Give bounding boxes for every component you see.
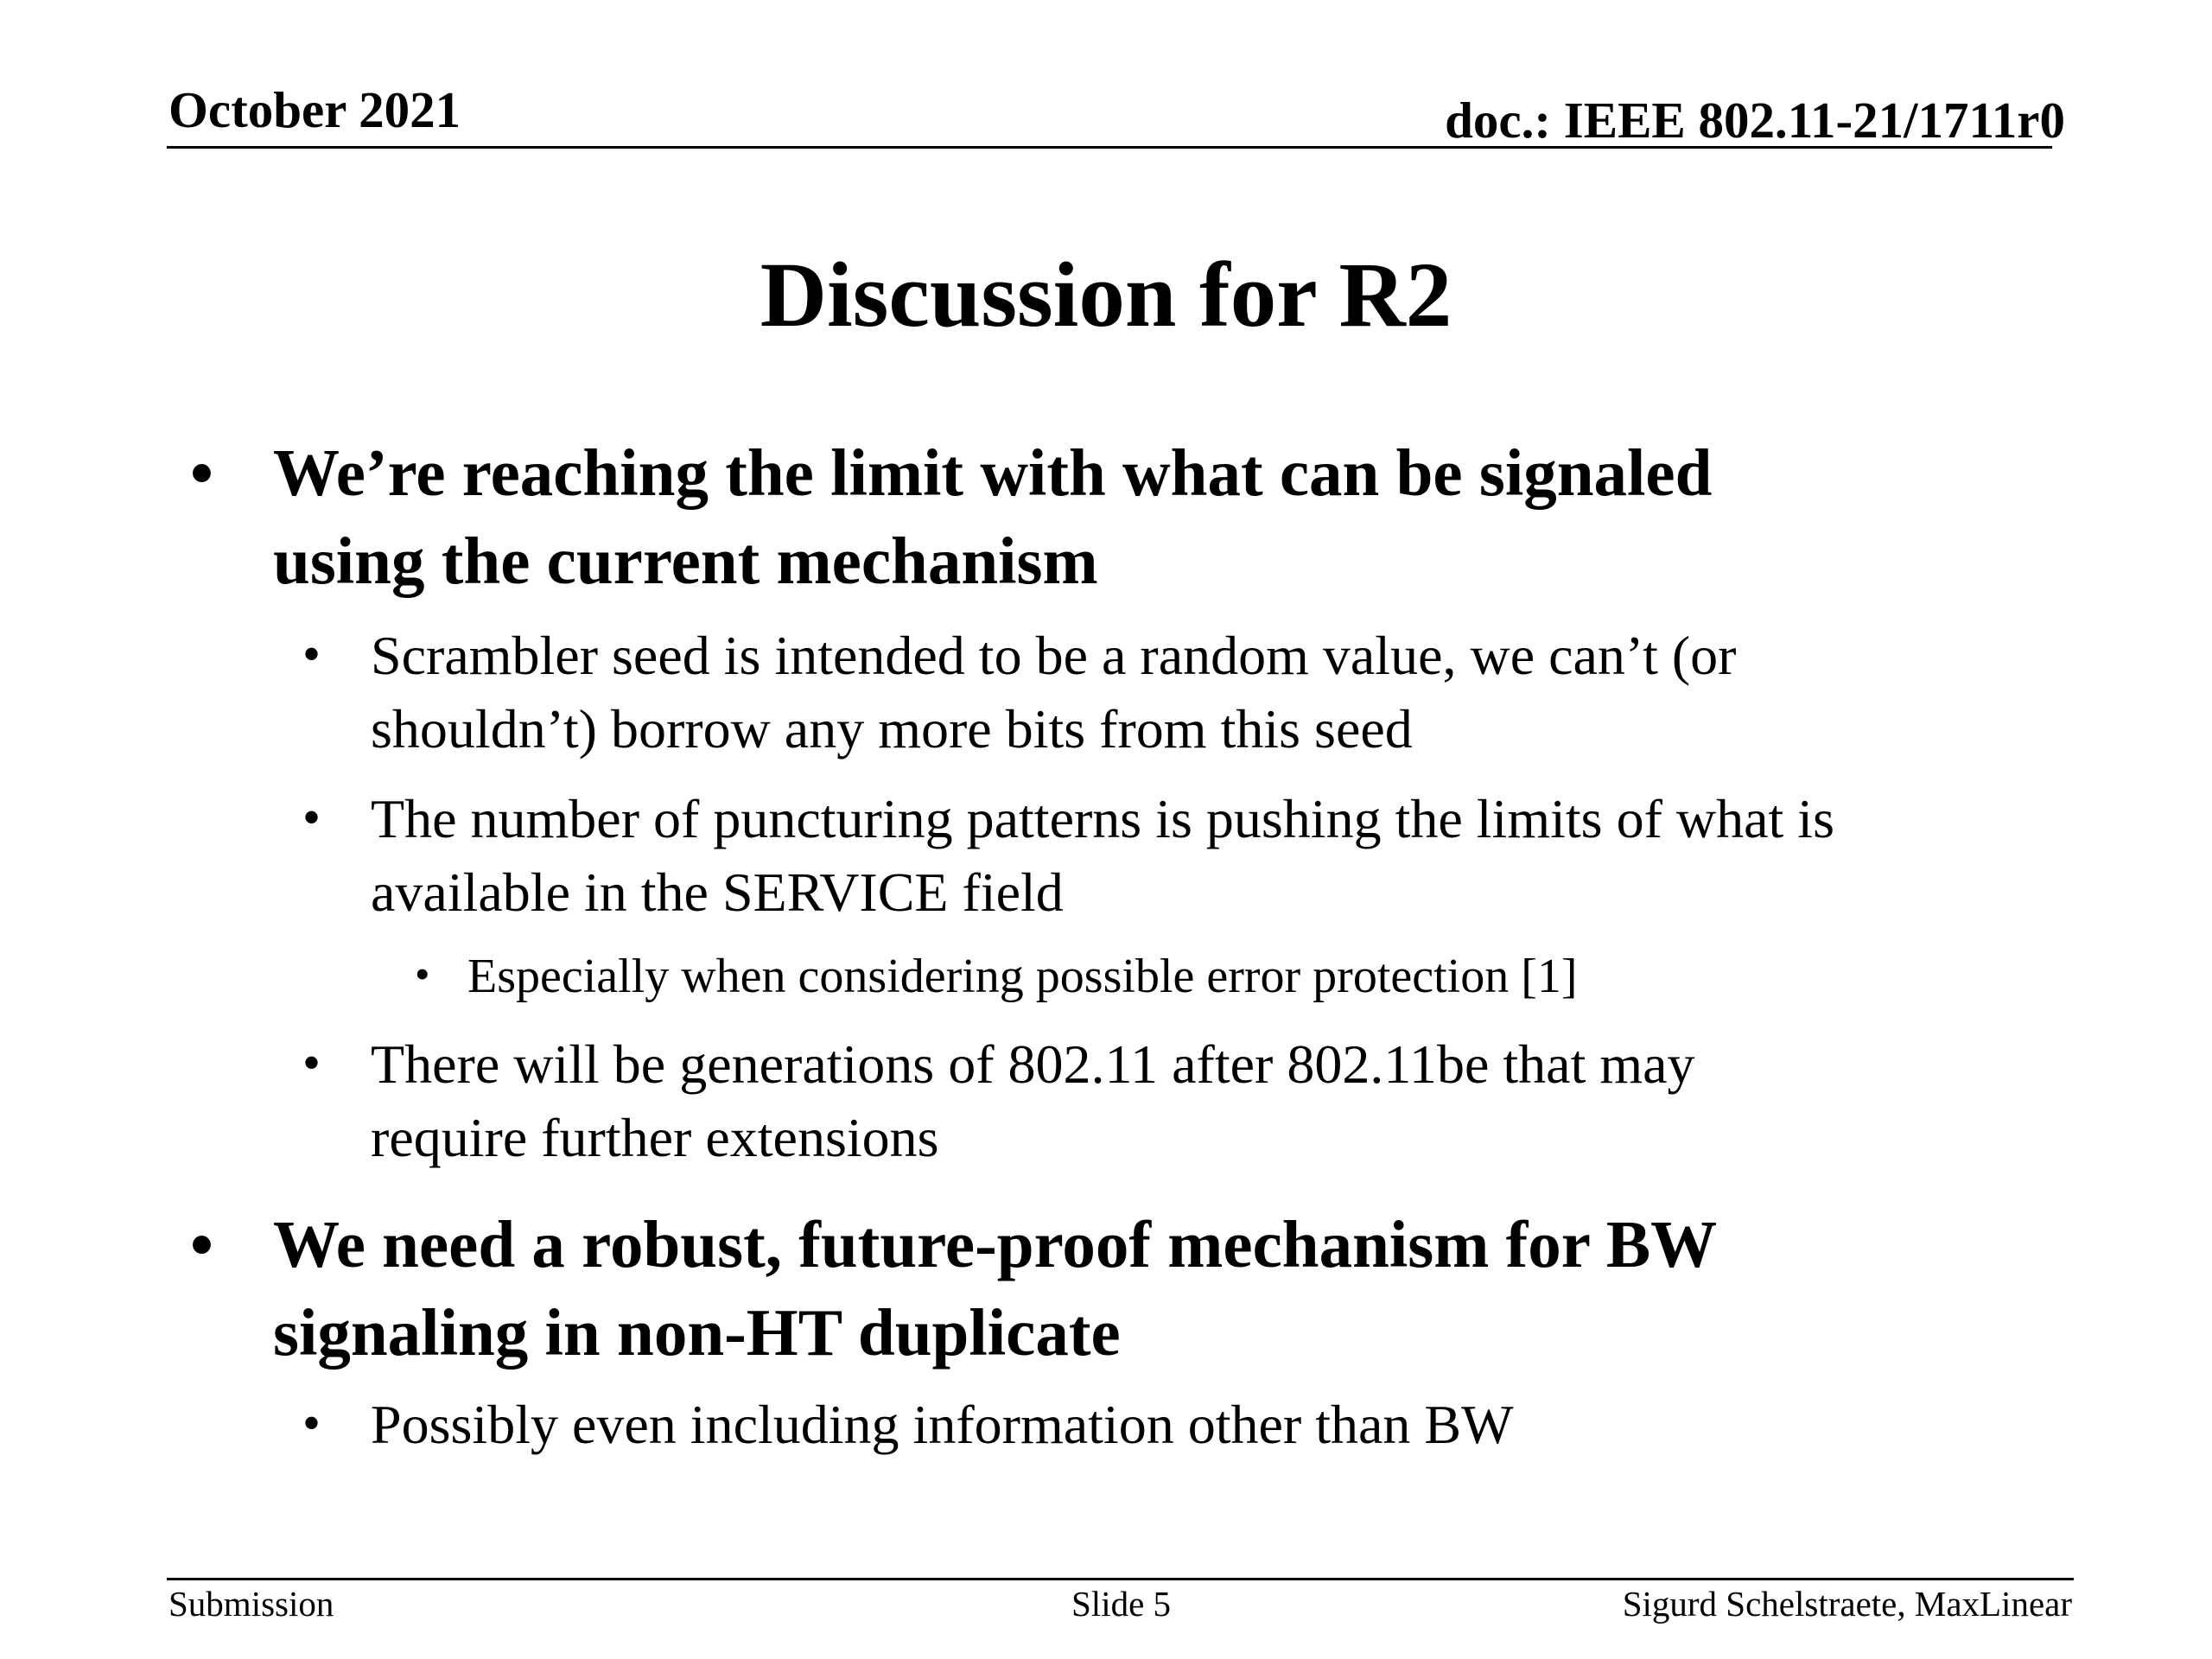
header-doc-id: doc.: IEEE 802.11-21/1711r0 <box>1445 92 2065 149</box>
bullet-icon: • <box>415 950 430 998</box>
bullet-text <box>371 619 1736 766</box>
bullet-line: Possibly even including information other than BW <box>371 1394 1514 1455</box>
bullet-icon: • <box>302 1034 321 1091</box>
bullet-line: We need a robust, future-proof mechanism for BW <box>273 1207 1718 1281</box>
footer-slide-number: Slide 5 <box>1071 1584 1172 1624</box>
bullet-line: signaling in non-HT duplicate <box>273 1295 1121 1370</box>
bullet-icon: • <box>302 626 321 683</box>
bullet-line: using the current mechanism <box>273 524 1098 598</box>
bullet-line: Scrambler seed is intended to be a random value, we can’t (or <box>371 625 1737 686</box>
bullet-line: available in the SERVICE field <box>371 861 1064 923</box>
bullet-text <box>273 429 1712 605</box>
footer-divider <box>167 1578 2074 1580</box>
bullet-text <box>371 782 1834 929</box>
bullet-line: There will be generations of 802.11 after 802.11be that may <box>371 1033 1695 1095</box>
bullet-line: shouldn’t) borrow any more bits from this seed <box>371 698 1413 760</box>
bullet-text <box>371 1027 1695 1174</box>
bullet-line: require further extensions <box>371 1107 939 1168</box>
bullet-line: We’re reaching the limit with what can be signaled <box>273 435 1713 510</box>
footer-author: Sigurd Schelstraete, MaxLinear <box>1622 1584 2072 1624</box>
slide-title: Discussion for R2 <box>760 245 1452 346</box>
bullet-text <box>273 1200 1717 1376</box>
bullet-icon: • <box>190 435 213 510</box>
footer-submission: Submission <box>168 1584 334 1624</box>
bullet-icon: • <box>302 1395 321 1452</box>
bullet-text <box>371 1388 1513 1461</box>
header-divider <box>167 146 2052 149</box>
bullet-line: Especially when considering possible error protection [1] <box>467 950 1578 1003</box>
bullet-icon: • <box>190 1207 213 1281</box>
bullet-icon: • <box>302 789 321 846</box>
header-date: October 2021 <box>168 81 461 138</box>
bullet-text <box>467 946 1578 1007</box>
bullet-line: The number of puncturing patterns is pushing the limits of what is <box>371 788 1834 849</box>
